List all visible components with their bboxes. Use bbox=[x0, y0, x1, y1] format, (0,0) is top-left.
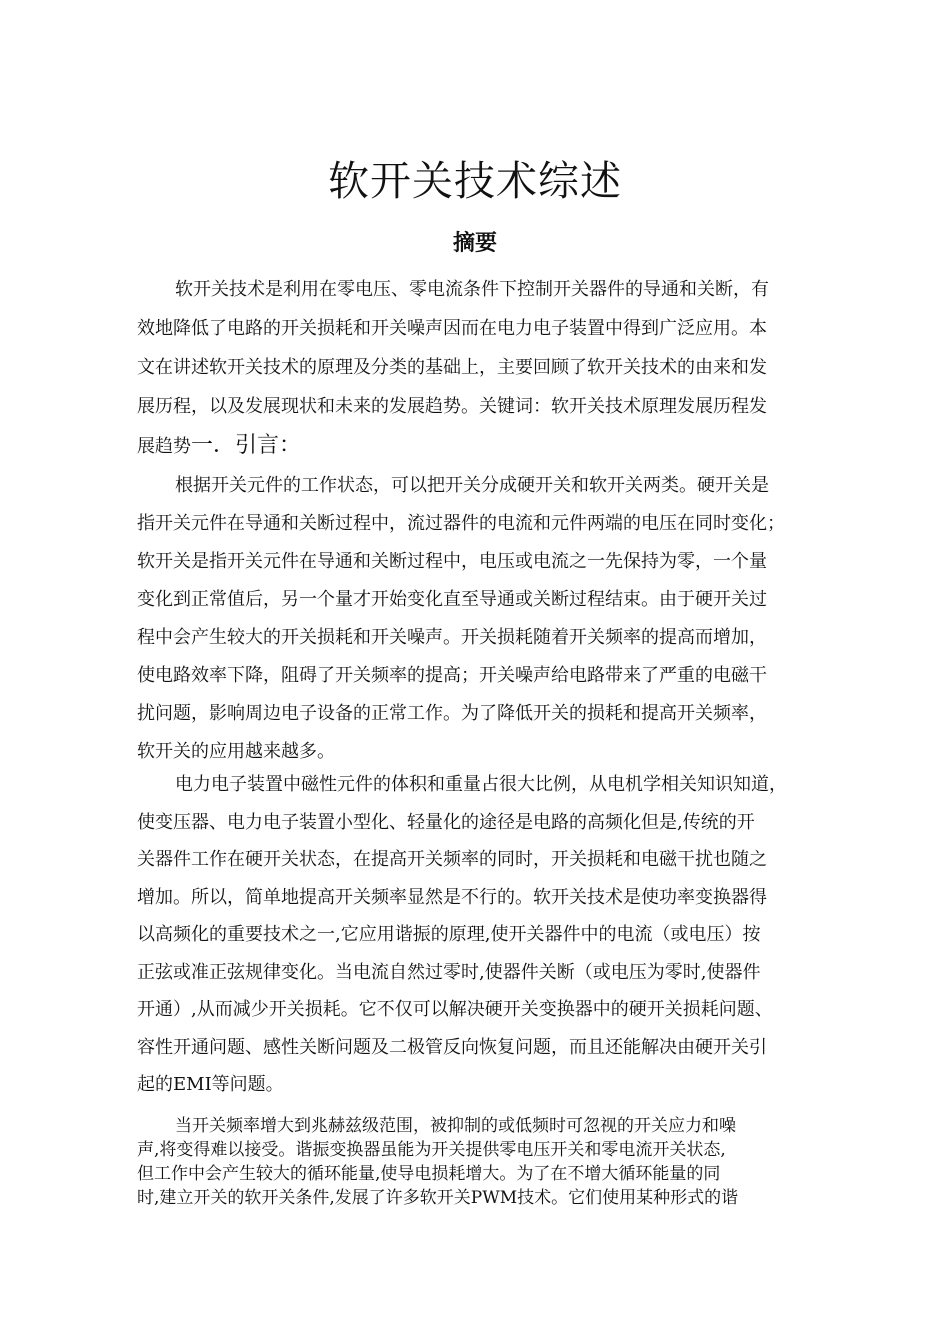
intro-line: 扰问题，影响周边电子设备的正常工作。为了降低开关的损耗和提高开关频率， bbox=[137, 703, 767, 724]
abstract-line: 效地降低了电路的开关损耗和开关噪声因而在电力电子装置中得到广泛应用。本 bbox=[137, 318, 767, 339]
paragraph-line: 开通）,从而减少开关损耗。它不仅可以解决硬开关变换器中的硬开关损耗问题、 bbox=[137, 999, 773, 1020]
paragraph-line: 但工作中会产生较大的循环能量,使导电损耗增大。为了在不增大循环能量的同 bbox=[137, 1164, 721, 1184]
intro-line: 程中会产生较大的开关损耗和开关噪声。开关损耗随着开关频率的提高而增加， bbox=[137, 627, 767, 648]
abstract-paragraph bbox=[137, 270, 817, 465]
abstract-line bbox=[137, 426, 817, 465]
paragraph-line: 增加。所以，简单地提高开关频率显然是不行的。软开关技术是使功率变换器得 bbox=[137, 886, 767, 908]
paragraph-line: 电力电子装置中磁性元件的体积和重量占很大比例，从电机学相关知识知道， bbox=[175, 774, 787, 795]
abstract-line: 文在讲述软开关技术的原理及分类的基础上，主要回顾了软开关技术的由来和发 bbox=[137, 357, 767, 378]
intro-line: 根据开关元件的工作状态，可以把开关分成硬开关和软开关两类。硬开关是 bbox=[175, 475, 769, 496]
paragraph-line: 正弦或准正弦规律变化。当电流自然过零时,使器件关断（或电压为零时,使器件 bbox=[137, 961, 761, 983]
abstract-heading: 摘要 bbox=[452, 231, 497, 256]
paragraph-line: 起的EMI等问题。 bbox=[137, 1074, 284, 1095]
paragraph-line: 声,将变得难以接受。谐振变换器虽能为开关提供零电压开关和零电流开关状态, bbox=[137, 1140, 726, 1160]
section-heading-intro: 一．引言： bbox=[191, 433, 302, 458]
intro-line: 使电路效率下降，阻碍了开关频率的提高；开关噪声给电路带来了严重的电磁干 bbox=[137, 665, 767, 686]
paragraph-line: 时,建立开关的软开关条件,发展了许多软开关PWM技术。它们使用某种形式的谐 bbox=[137, 1188, 739, 1208]
paragraph-line: 容性开通问题、感性关断问题及二极管反向恢复问题，而且还能解决由硬开关引 bbox=[137, 1036, 767, 1058]
paragraph-line: 使变压器、电力电子装置小型化、轻量化的途径是电路的高频化但是,传统的开 bbox=[137, 811, 755, 833]
intro-line: 指开关元件在导通和关断过程中，流过器件的电流和元件两端的电压在同时变化； bbox=[137, 513, 785, 534]
intro-line: 软开关的应用越来越多。 bbox=[137, 741, 335, 762]
abstract-line: 展历程，以及发展现状和未来的发展趋势。关键词：软开关技术原理发展历程发 bbox=[137, 396, 767, 417]
paragraph-line: 当开关频率增大到兆赫兹级范围，被抑制的或低频时可忽视的开关应力和噪 bbox=[175, 1116, 736, 1136]
abstract-last-line: 展趋势 bbox=[137, 436, 191, 457]
document-title: 软开关技术综述 bbox=[328, 157, 622, 205]
abstract-line: 软开关技术是利用在零电压、零电流条件下控制开关器件的导通和关断，有 bbox=[175, 279, 769, 300]
body-paragraph-2 bbox=[137, 766, 817, 1104]
paragraph-line: 以高频化的重要技术之一,它应用谐振的原理,使开关器件中的电流（或电压）按 bbox=[137, 924, 761, 945]
paragraph-line: 关器件工作在硬开关状态，在提高开关频率的同时，开关损耗和电磁干扰也随之 bbox=[137, 849, 767, 870]
intro-paragraph bbox=[137, 467, 817, 771]
intro-line: 变化到正常值后，另一个量才开始变化直至导通或关断过程结束。由于硬开关过 bbox=[137, 589, 767, 610]
intro-line: 软开关是指开关元件在导通和关断过程中，电压或电流之一先保持为零，一个量 bbox=[137, 551, 767, 572]
body-paragraph-3 bbox=[137, 1114, 817, 1210]
